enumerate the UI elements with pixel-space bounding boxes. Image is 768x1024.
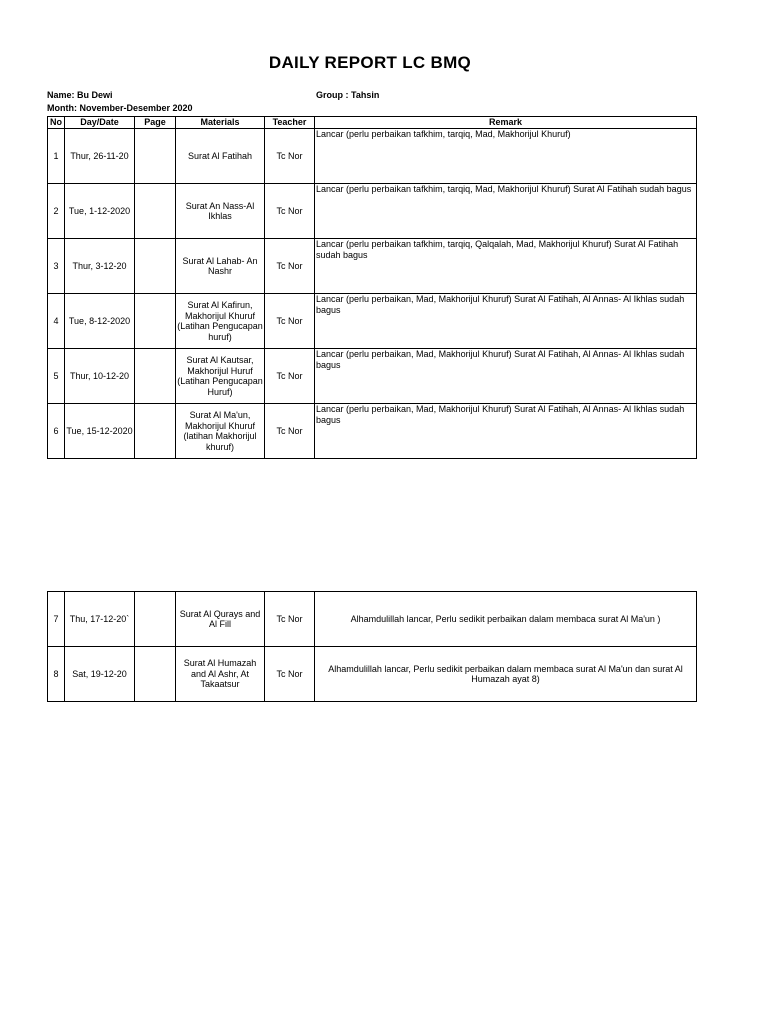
cell-teacher: Tc Nor <box>265 592 315 647</box>
col-header-teacher: Teacher <box>265 117 315 129</box>
table-row <box>48 129 697 184</box>
group-label: Group : Tahsin <box>316 90 380 100</box>
cell-remark: Lancar (perlu perbaikan, Mad, Makhorijul Khuruf) Surat Al Fatihah, Al Annas- Al Ikhlas sudah bagus <box>315 349 697 404</box>
cell-page <box>135 647 176 702</box>
col-header-date: Day/Date <box>65 117 135 129</box>
cell-no: 1 <box>48 129 65 184</box>
table-header-row <box>48 117 697 129</box>
table-row <box>48 294 697 349</box>
cell-no: 8 <box>48 647 65 702</box>
table-row <box>48 184 697 239</box>
cell-materials: Surat Al Ma'un, Makhorijul Khuruf (latihan Makhorijul khuruf) <box>176 404 265 459</box>
cell-materials: Surat Al Lahab- An Nashr <box>176 239 265 294</box>
cell-remark: Lancar (perlu perbaikan tafkhim, tarqiq, Mad, Makhorijul Khuruf) <box>315 129 697 184</box>
table-row <box>48 647 697 702</box>
cell-page <box>135 404 176 459</box>
table-row <box>48 349 697 404</box>
cell-materials: Surat Al Kautsar, Makhorijul Huruf (Latihan Pengucapan Huruf) <box>176 349 265 404</box>
cell-no: 2 <box>48 184 65 239</box>
cell-remark: Alhamdulillah lancar, Perlu sedikit perbaikan dalam membaca surat Al Ma'un ) <box>315 592 697 647</box>
cell-teacher: Tc Nor <box>265 239 315 294</box>
cell-materials: Surat Al Qurays and Al Fill <box>176 592 265 647</box>
cell-remark: Lancar (perlu perbaikan, Mad, Makhorijul Khuruf) Surat Al Fatihah, Al Annas- Al Ikhlas sudah bagus <box>315 294 697 349</box>
cell-remark: Alhamdulillah lancar, Perlu sedikit perbaikan dalam membaca surat Al Ma'un dan surat Al Humazah ayat 8) <box>315 647 697 702</box>
cell-no: 4 <box>48 294 65 349</box>
table-row <box>48 592 697 647</box>
cell-materials: Surat Al Kafirun, Makhorijul Khuruf (Latihan Pengucapan huruf) <box>176 294 265 349</box>
cell-page <box>135 184 176 239</box>
cell-date: Thur, 10-12-20 <box>65 349 135 404</box>
col-header-page: Page <box>135 117 176 129</box>
col-header-materials: Materials <box>176 117 265 129</box>
cell-page <box>135 349 176 404</box>
cell-remark: Lancar (perlu perbaikan, Mad, Makhorijul Khuruf) Surat Al Fatihah, Al Annas- Al Ikhlas sudah bagus <box>315 404 697 459</box>
cell-materials: Surat Al Fatihah <box>176 129 265 184</box>
cell-date: Tue, 1-12-2020 <box>65 184 135 239</box>
cell-teacher: Tc Nor <box>265 349 315 404</box>
cell-date: Thur, 3-12-20 <box>65 239 135 294</box>
student-name: Name: Bu Dewi <box>47 90 113 100</box>
cell-page <box>135 129 176 184</box>
cell-no: 3 <box>48 239 65 294</box>
cell-date: Sat, 19-12-20 <box>65 647 135 702</box>
col-header-no: No <box>48 117 65 129</box>
cell-page <box>135 294 176 349</box>
page-title: DAILY REPORT LC BMQ <box>268 53 472 72</box>
report-table-continued <box>47 591 697 702</box>
report-table <box>47 116 697 459</box>
cell-no: 7 <box>48 592 65 647</box>
cell-no: 5 <box>48 349 65 404</box>
cell-teacher: Tc Nor <box>265 404 315 459</box>
table-row <box>48 404 697 459</box>
table-row <box>48 239 697 294</box>
cell-no: 6 <box>48 404 65 459</box>
cell-materials: Surat An Nass-Al Ikhlas <box>176 184 265 239</box>
cell-teacher: Tc Nor <box>265 129 315 184</box>
cell-teacher: Tc Nor <box>265 294 315 349</box>
col-header-remark: Remark <box>315 117 697 129</box>
month-label: Month: November-Desember 2020 <box>47 103 193 113</box>
cell-remark: Lancar (perlu perbaikan tafkhim, tarqiq, Mad, Makhorijul Khuruf) Surat Al Fatihah sudah bagus <box>315 184 697 239</box>
cell-teacher: Tc Nor <box>265 184 315 239</box>
cell-date: Thur, 26-11-20 <box>65 129 135 184</box>
cell-materials: Surat Al Humazah and Al Ashr, At Takaatsur <box>176 647 265 702</box>
cell-date: Tue, 15-12-2020 <box>65 404 135 459</box>
cell-remark: Lancar (perlu perbaikan tafkhim, tarqiq, Qalqalah, Mad, Makhorijul Khuruf) Surat Al Fatihah sudah bagus <box>315 239 697 294</box>
cell-date: Tue, 8-12-2020 <box>65 294 135 349</box>
cell-date: Thu, 17-12-20` <box>65 592 135 647</box>
cell-page <box>135 592 176 647</box>
cell-teacher: Tc Nor <box>265 647 315 702</box>
cell-page <box>135 239 176 294</box>
